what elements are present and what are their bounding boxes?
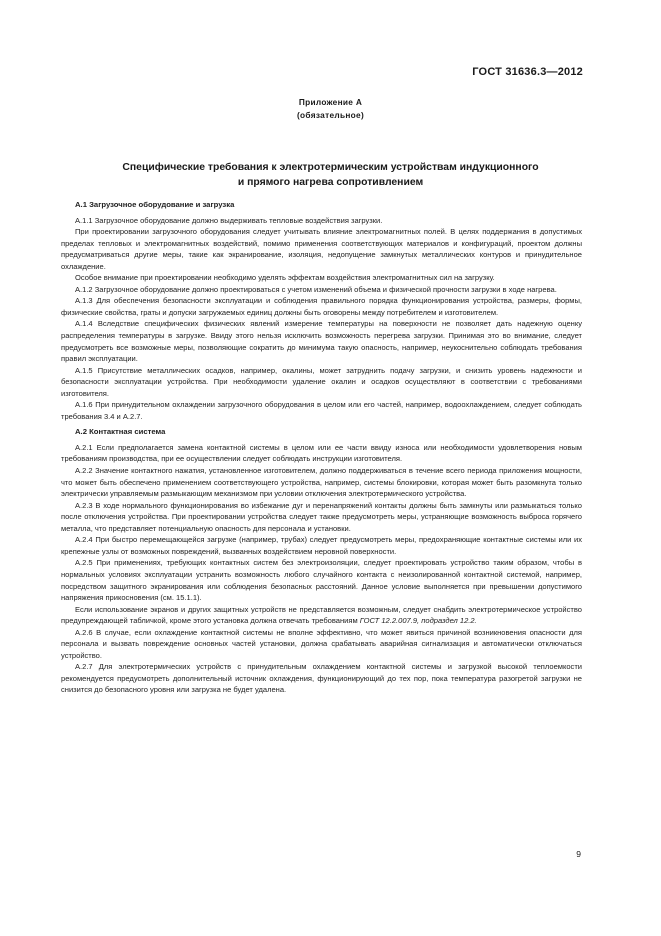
paragraph: А.1.5 Присутствие металлических осадков, например, окалины, может затруднить подачу загрузки, и снизить уровень надежности и безопасности эксплуатации устройства. При необходимости удаление окалин и осадков осуществляют в соответствии с требованиями изготовителя. [61, 365, 582, 398]
paragraph: А.2.7 Для электротермических устройств с принудительным охлаждением контактной системы и загрузкой высокой теплоемкости рекомендуется предусмотреть дополнительный источник охлаждения, функционирующий до тех пор, пока температура разогретой загрузки не снизится до безопасного уровня или загрузка не будет удалена. [61, 662, 582, 695]
paragraph: А.2.4 При быстро перемещающейся загрузке (например, трубах) следует предусмотреть меры, предохраняющие контактные системы или их крепежные узлы от возможных повреждений, вызванных воздействием неровной поверхности. [61, 535, 582, 556]
paragraph: А.1.6 При принудительном охлаждении загрузочного оборудования в целом или его частей, например, водоохлаждением, следует соблюдать требования 3.4 и А.2.7. [61, 400, 582, 421]
appendix-title: Приложение А [298, 97, 363, 107]
paragraph: А.2.5 При применениях, требующих контактных систем без электроизоляции, следует проектировать устройство таким образом, чтобы в нормальных условиях эксплуатации устранить возможность любого случайного контакта с неизолированной контактной системой, например, посредством защитного экранирования или соблюдения безопасных расстояний. Данное условие выполняется при превышении допустимого напряжения прикосновения (см. 15.1.1). [61, 558, 582, 603]
standard-number: ГОСТ 31636.3—2012 [472, 66, 583, 78]
paragraph: А.2.1 Если предполагается замена контактной системы в целом или ее части ввиду износа или необходимости удовлетворения новым требованиям производства, при ее осуществлении следует соблюдать инструкции изготовителя. [61, 442, 582, 464]
paragraph: А.1.4 Вследствие специфических физических явлений измерение температуры на поверхности не позволяет дать надежную оценку распределения температуры в загрузке. Ввиду этого нельзя исключить возможность перегрева загрузки. Принимая это во внимание, следует предусмотреть все возможные меры, позволяющие сократить до минимума такую опасность, например, неукоснительно соблюдать требования правил эксплуатации. [61, 319, 582, 364]
standard-reference: ГОСТ 12.2.007.9, подраздел 12.2. [359, 616, 477, 626]
paragraph-text: Если использование экранов и других защитных устройств не представляется возможным, следует снабдить электротермическое устройство предупреждающей табличкой, кроме этого установка должна отвечать требованиям [61, 604, 582, 626]
paragraph: Особое внимание при проектировании необходимо уделять эффектам воздействия электромагнитных сил на загрузку. [75, 273, 495, 283]
paragraph: А.2.2 Значение контактного нажатия, установленное изготовителем, должно поддерживаться в течение всего периода приложения мощности, что может быть обеспечено применением соответствующего устройства, например, системы блокировки, которая может быть разомкнута только электрически управляемым размыкающим механизмом при условии отключения электротермического устройства. [61, 466, 582, 499]
page-number: 9 [576, 849, 581, 859]
paragraph: А.1.2 Загрузочное оборудование должно проектироваться с учетом изменений объема и физической прочности загрузки в ходе нагрева. [75, 284, 557, 294]
paragraph: А.1.3 Для обеспечения безопасности эксплуатации и соблюдения правильного порядка функционирования устройства, размеры, формы, физические свойства, граты и допуски загружаемых единиц должны быть оговорены между потребителем и изготовителем. [61, 296, 582, 317]
document-title-line2: и прямого нагрева сопротивлением [237, 177, 424, 188]
paragraph: А.2.3 В ходе нормального функционирования во избежание дуг и перенапряжений контакты должны быть замкнуты или размыкаться только после отключения устройства. При проектировании устройства следует также предусмотреть меры, устраняющие возможность выброса горячего металла, что представляет потенциальную опасность для персонала и установки. [61, 500, 582, 533]
section-heading-a1: А.1 Загрузочное оборудование и загрузка [75, 200, 235, 209]
paragraph: А.1.1 Загрузочное оборудование должно выдерживать тепловые воздействия загрузки. [75, 215, 383, 225]
section-heading-a2: А.2 Контактная система [75, 427, 166, 437]
paragraph [61, 604, 582, 627]
paragraph: При проектировании загрузочного оборудования следует учитывать влияние электромагнитных полей. В целях поддержания в допустимых пределах тепловых и электромагнитных воздействий, помимо применения соответствующих материалов и конфигураций, проектом должны предусматриваться другие меры, такие как экранирование, изоляция, недопущение замкнутых металлических контуров и принудительное охлаждение. [61, 227, 582, 271]
appendix-status: (обязательное) [296, 110, 365, 120]
document-body [61, 199, 582, 696]
document-title-line1: Специфические требования к электротермическим устройствам индукционного [122, 162, 539, 173]
paragraph: А.2.6 В случае, если охлаждение контактной системы не вполне эффективно, что может явиться причиной возникновения опасности для персонала и вызвать повреждение основных частей установки, должна срабатывать аварийная сигнализация и автоматически отключаться устройство. [61, 627, 582, 660]
